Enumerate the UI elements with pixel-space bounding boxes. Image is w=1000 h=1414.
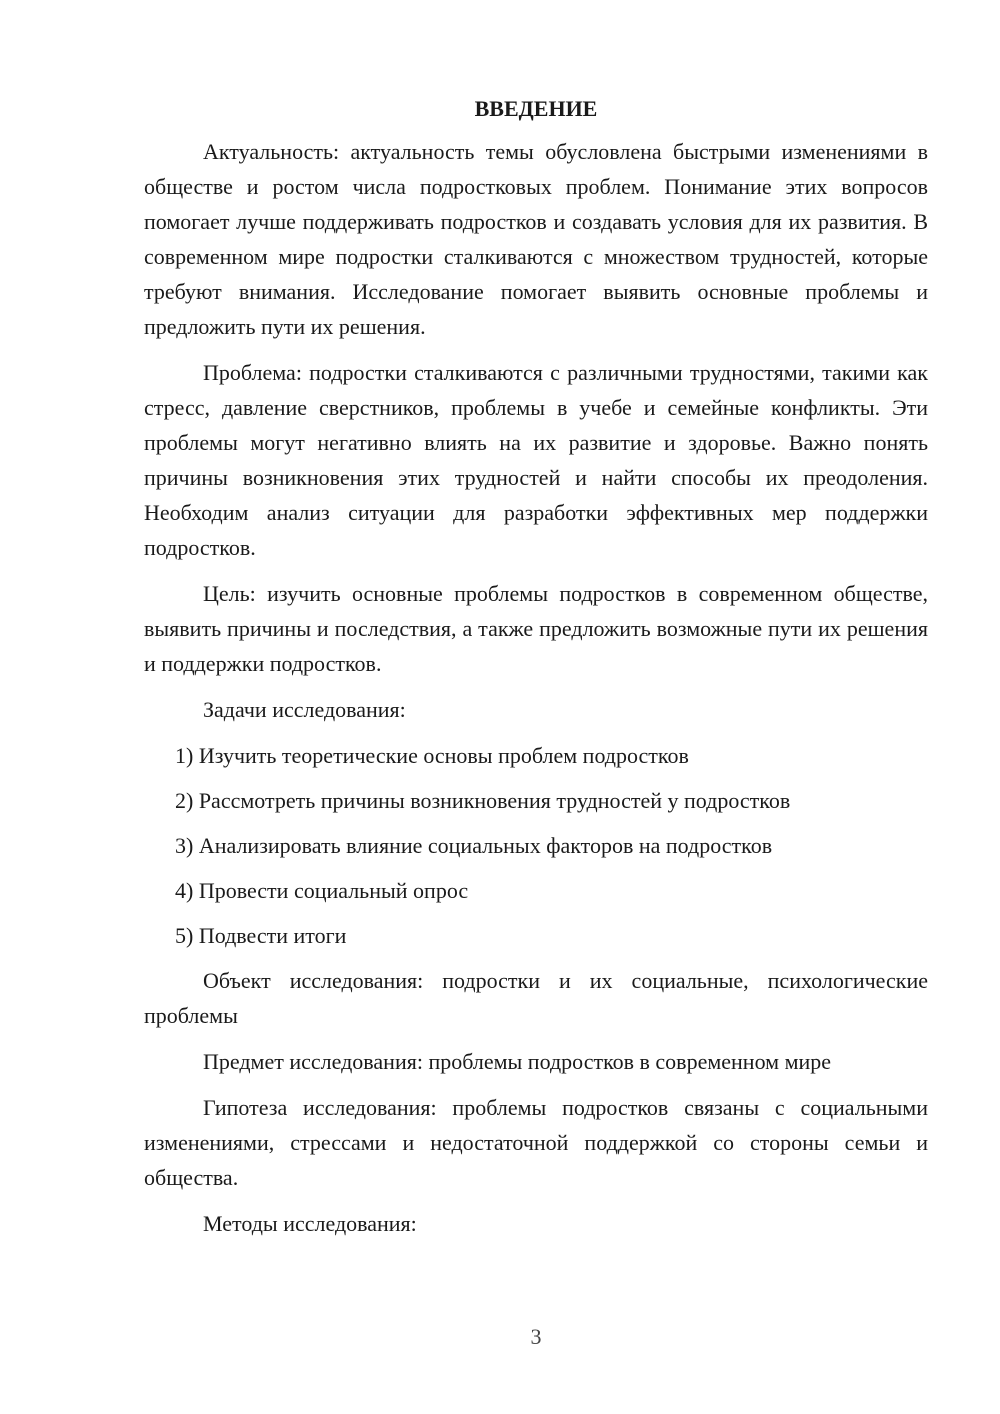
page-number: 3 <box>530 1324 542 1349</box>
paragraph-subject: Предмет исследования: проблемы подростков в современном мире <box>203 1049 832 1074</box>
tasks-list <box>144 738 928 953</box>
paragraph-hypothesis: Гипотеза исследования: проблемы подростков связаны с социальными изменениями, стрессами и недостаточной поддержкой со стороны семьи и общества. <box>144 1095 928 1190</box>
paragraph-relevance: Актуальность: актуальность темы обусловлена быстрыми изменениями в обществе и ростом числа подростковых проблем. Понимание этих вопросов помогает лучше поддерживать подростков и создавать условия для их развития. В современном мире подростки сталкиваются с множеством трудностей, которые требуют внимания. Исследование помогает выявить основные проблемы и предложить пути их решения. <box>144 139 928 339</box>
list-item: 3) Анализировать влияние социальных факторов на подростков <box>175 833 773 858</box>
paragraph-object: Объект исследования: подростки и их социальные, психологические проблемы <box>144 968 928 1028</box>
paragraph-goal: Цель: изучить основные проблемы подростков в современном обществе, выявить причины и последствия, а также предложить возможные пути их решения и поддержки подростков. <box>144 581 928 676</box>
tasks-heading: Задачи исследования: <box>203 697 406 722</box>
list-item: 4) Провести социальный опрос <box>175 878 469 903</box>
methods-heading: Методы исследования: <box>203 1211 417 1236</box>
list-item: 5) Подвести итоги <box>175 923 347 948</box>
list-item: 2) Рассмотреть причины возникновения трудностей у подростков <box>175 788 791 813</box>
section-title: ВВЕДЕНИЕ <box>474 96 598 121</box>
paragraph-problem: Проблема: подростки сталкиваются с различными трудностями, такими как стресс, давление сверстников, проблемы в учебе и семейные конфликты. Эти проблемы могут негативно влиять на их развитие и здоровье. Важно понять причины возникновения этих трудностей и найти способы их преодоления. Необходим анализ ситуации для разработки эффективных мер поддержки подростков. <box>144 360 928 560</box>
list-item: 1) Изучить теоретические основы проблем подростков <box>175 743 689 768</box>
document-page <box>144 92 928 1252</box>
